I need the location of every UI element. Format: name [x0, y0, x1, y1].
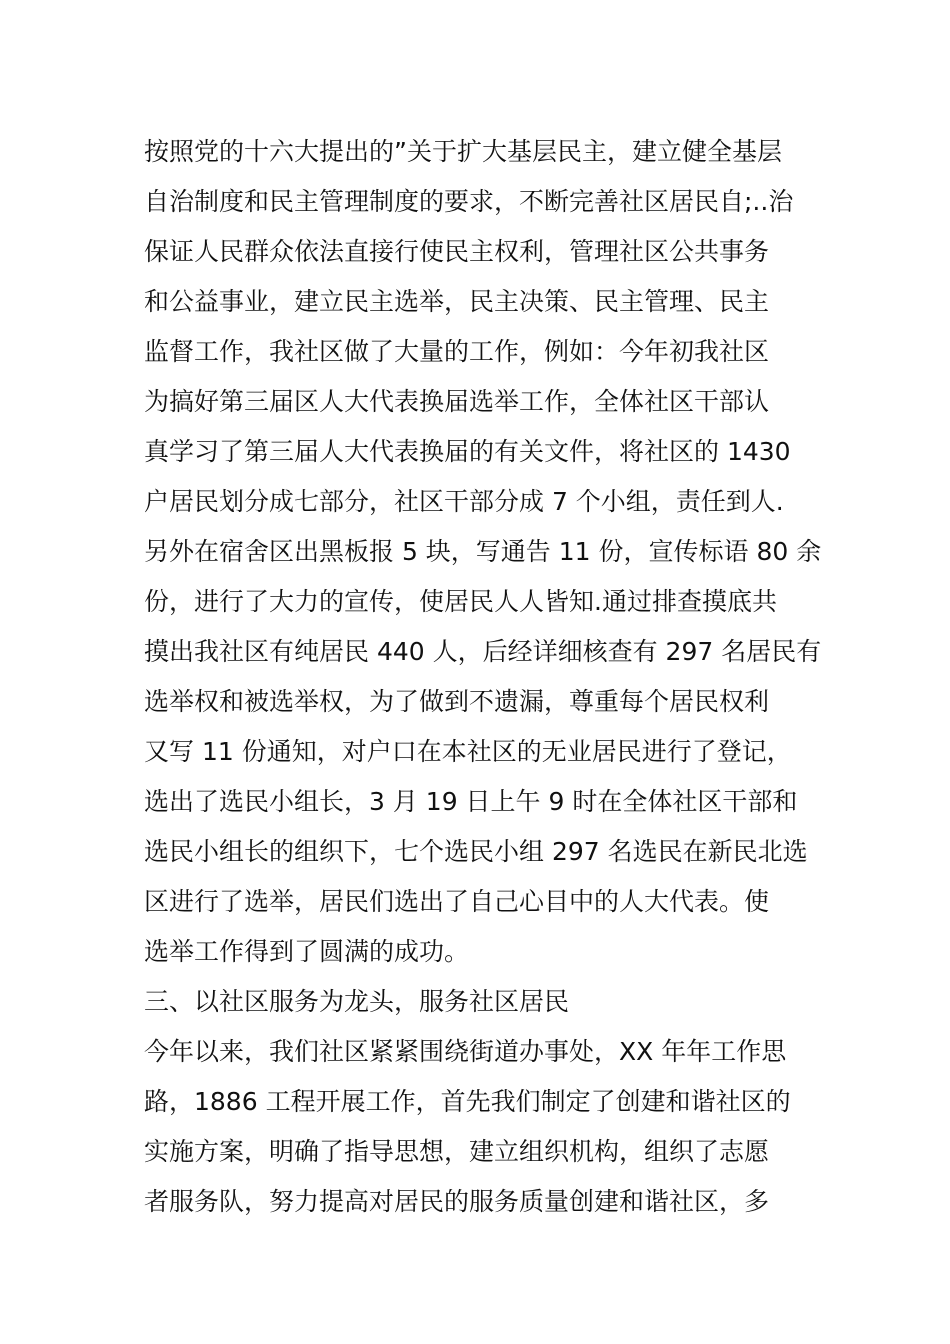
- text-line: 者服务队，努力提高对居民的服务质量创建和谐社区，多: [144, 1187, 770, 1216]
- section-heading: 三、以社区服务为龙头，服务社区居民: [144, 987, 570, 1016]
- text-line: 今年以来，我们社区紧紧围绕街道办事处，XX 年年工作思: [144, 1037, 787, 1066]
- text-line: 保证人民群众依法直接行使民主权利，管理社区公共事务: [144, 237, 770, 266]
- text-line: 摸出我社区有纯居民 440 人，后经详细核查有 297 名居民有: [144, 637, 822, 666]
- text-line: 监督工作，我社区做了大量的工作，例如：今年初我社区: [144, 337, 770, 366]
- text-line: 选出了选民小组长，3 月 19 日上午 9 时在全体社区干部和: [144, 787, 798, 816]
- text-line: 为搞好第三届区人大代表换届选举工作，全体社区干部认: [144, 387, 770, 416]
- text-line: 实施方案，明确了指导思想，建立组织机构，组织了志愿: [144, 1137, 770, 1166]
- text-line: 自治制度和民主管理制度的要求，不断完善社区居民自;..治: [144, 187, 794, 216]
- text-line: 另外在宿舍区出黑板报 5 块，写通告 11 份，宣传标语 80 余: [144, 537, 822, 566]
- text-line: 又写 11 份通知，对户口在本社区的无业居民进行了登记，: [144, 737, 792, 766]
- text-line: 真学习了第三届人大代表换届的有关文件，将社区的 1430: [144, 437, 791, 466]
- text-line: 份，进行了大力的宣传，使居民人人皆知.通过排查摸底共: [144, 587, 777, 616]
- text-line: 和公益事业，建立民主选举，民主决策、民主管理、民主: [144, 287, 770, 316]
- text-line: 区进行了选举，居民们选出了自己心目中的人大代表。使: [144, 887, 770, 916]
- body-text: [144, 127, 822, 1227]
- text-line: 选举工作得到了圆满的成功。: [144, 937, 470, 966]
- text-line: 按照党的十六大提出的”关于扩大基层民主，建立健全基层: [144, 137, 782, 166]
- text-line: 户居民划分成七部分，社区干部分成 7 个小组，责任到人.: [144, 487, 784, 516]
- text-line: 选举权和被选举权，为了做到不遗漏，尊重每个居民权利: [144, 687, 770, 716]
- text-line: 路，1886 工程开展工作，首先我们制定了创建和谐社区的: [144, 1087, 791, 1116]
- text-line: 选民小组长的组织下，七个选民小组 297 名选民在新民北选: [144, 837, 808, 866]
